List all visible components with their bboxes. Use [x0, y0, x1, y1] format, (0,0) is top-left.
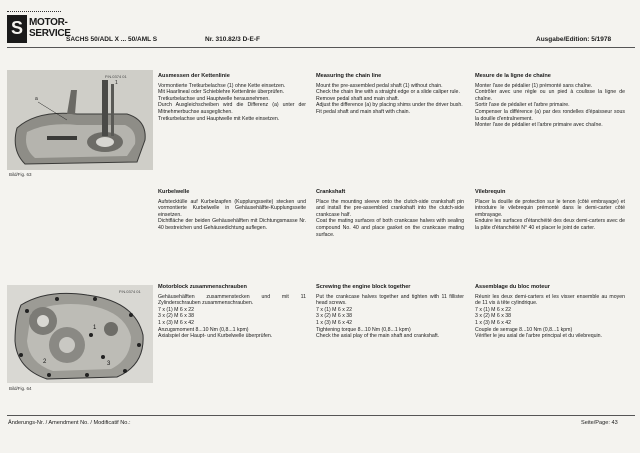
screw-spec: 1 x (3) M 6 x 42	[475, 319, 512, 326]
paragraph: Monter l'axe de pédalier et l'arbre primaire avec chaîne.	[475, 122, 603, 129]
paragraph: Contrôler avec une règle ou un pied à coulisse la ligne de chaîne.	[475, 89, 625, 102]
paragraph: Axialspiel der Haupt- und Kurbelwelle überprüfen.	[158, 333, 273, 340]
footer-amendment: Änderungs-Nr. / Amendment No. / Modificatif No.:	[8, 420, 131, 426]
screw-spec: 1 x (3) M 6 x 42	[316, 319, 353, 326]
section-title: Kurbelwelle	[158, 189, 190, 195]
section-title: Screwing the engine block together	[316, 284, 411, 290]
section-crankshaft-en	[316, 189, 464, 238]
section-chainline-en	[316, 73, 464, 116]
logo-text-service: SERVICE	[29, 28, 71, 39]
paragraph: Compenser la différence (a) par des rondelles d'épaisseur sous la douille d'entraînement.	[475, 108, 625, 122]
section-title: Mesure de la ligne de chaîne	[475, 73, 551, 79]
svg-text:3: 3	[107, 361, 111, 367]
paragraph: Adjust the difference (a) by placing shims under the driver bush.	[316, 102, 463, 109]
paragraph: Gehäusehälften zusammenstecken und mit 11 Zylinderschrauben zusammenschrauben.	[158, 293, 306, 307]
section-title: Measuring the chain line	[316, 73, 382, 79]
paragraph: Place the mounting sleeve onto the clutch-side crankshaft pin and install the pre-assembled crankshaft into the clutch-side crankcase half.	[316, 198, 464, 218]
paragraph: Mount the pre-assembled pedal shaft (1) without chain.	[316, 82, 443, 89]
screw-spec: 3 x (2) M 6 x 38	[316, 313, 353, 320]
engine-block-screws-illustration	[7, 285, 153, 383]
footer-page-number: Seite/Page: 43	[581, 420, 618, 426]
paragraph: Réunir les deux demi-carters et les visser ensemble au moyen de 11 vis à tête cylindrique.	[475, 293, 625, 307]
header-rule	[7, 47, 635, 48]
paragraph: Vérifier le jeu axial de l'arbre principal et du vilebrequin.	[475, 333, 603, 340]
paragraph: Aufstecktülle auf Kurbelzapfen (Kupplungsseite) stecken und vormontierte Kurbelwelle in Gehäusehälfte-Kupplungsseite einsetzen.	[158, 198, 306, 218]
paragraph: Tretkurbelachse und Hauptwelle herausnehmen.	[158, 95, 270, 102]
paragraph: Tretkurbelachse und Hauptwelle mit Kette einsetzen.	[158, 115, 280, 122]
paragraph: Tightening torque 8...10 Nm (0,8...1 kpm)	[316, 326, 411, 333]
svg-text:1: 1	[115, 80, 118, 86]
section-chainline-de	[158, 73, 306, 122]
section-crankshaft-de	[158, 189, 306, 232]
paragraph: Put the crankcase halves together and tighten with 11 fillister head screws.	[316, 293, 464, 307]
section-title: Crankshaft	[316, 189, 346, 195]
section-engine-block-en	[316, 284, 464, 340]
section-title: Motorblock zusammenschrauben	[158, 284, 247, 290]
section-title: Vilebrequin	[475, 189, 506, 195]
header-model: SACHS 50/ADL X ... 50/AML S	[66, 36, 158, 43]
paragraph: Mit Haarlineal oder Schieblehre Kettenlinie überprüfen.	[158, 89, 285, 96]
screw-spec: 1 x (3) M 6 x 42	[158, 319, 195, 326]
footer-rule	[7, 415, 635, 416]
svg-text:2: 2	[43, 359, 47, 365]
figure-64-photo	[7, 285, 153, 383]
section-engine-block-fr	[475, 284, 625, 340]
logo-dotted-rule	[7, 11, 61, 13]
figure-63-tool-number: P.N.0374 01	[105, 74, 127, 79]
logo-s-emblem: S	[7, 15, 27, 43]
screw-spec: 7 x (1) M 6 x 22	[158, 306, 195, 313]
paragraph: Fit pedal shaft and main shaft with chain.	[316, 108, 411, 115]
paragraph: Placer la douille de protection sur le tenon (côté embrayage) et introduire le vilebrequin prémonté dans le demi-carter côté embrayage.	[475, 198, 625, 218]
paragraph: Anzugsmoment 8...10 Nm (0,8...1 kpm)	[158, 326, 249, 333]
paragraph: Couple de serrage 8...10 Nm (0,8...1 kpm)	[475, 326, 573, 333]
sachs-motor-service-logo	[7, 11, 71, 49]
section-title: Assemblage du bloc moteur	[475, 284, 550, 290]
svg-text:1: 1	[93, 325, 97, 331]
header-edition: Ausgabe/Edition: 5/1978	[536, 36, 612, 43]
svg-text:a: a	[35, 96, 38, 102]
section-crankshaft-fr	[475, 189, 625, 232]
figure-64-tool-number: P.N.0374 01	[119, 289, 141, 294]
paragraph: Remove pedal shaft and main shaft.	[316, 95, 400, 102]
paragraph: Sortir l'axe de pédalier et l'arbre primaire.	[475, 102, 570, 109]
section-title: Ausmessen der Kettenlinie	[158, 73, 230, 79]
paragraph: Durch Ausgleichscheiben wird die Differenz (a) unter der Mitnehmerbuchse ausgeglichen.	[158, 102, 306, 115]
paragraph: Enduire les surfaces d'étanchéité des deux demi-carters avec de la pâte d'étanchéité N° 40 et placer le joint de carter.	[475, 218, 625, 231]
paragraph: Vormontierte Tretkurbelachse (1) ohne Kette einsetzen.	[158, 82, 286, 89]
paragraph: Coat the mating surfaces of both crankcase halves with sealing compound No. 40 and place gasket on the crankcase mating surface.	[316, 218, 464, 238]
paragraph: Monter l'axe de pédalier (1) prémonté sans chaîne.	[475, 82, 593, 89]
screw-spec: 7 x (1) M 6 x 22	[316, 306, 353, 313]
header-doc-number: Nr. 310.82/3 D-E-F	[205, 36, 260, 43]
figure-64-caption: Bild/Fig. 64	[9, 386, 32, 391]
screw-spec: 3 x (2) M 6 x 38	[158, 313, 195, 320]
paragraph: Check the axial play of the main shaft and crankshaft.	[316, 333, 440, 340]
screw-spec: 7 x (1) M 6 x 22	[475, 306, 512, 313]
logo-text-motor: MOTOR-	[29, 17, 68, 28]
paragraph: Check the chain line with a straight edge or a slide caliper rule.	[316, 89, 460, 96]
section-chainline-fr	[475, 73, 625, 129]
paragraph: Dichtfläche der beiden Gehäusehälften mit Dichtungsmasse Nr. 40 bestreichen und Gehäusedichtung auflegen.	[158, 218, 306, 231]
figure-63-caption: Bild/Fig. 63	[9, 172, 32, 177]
figure-63-photo	[7, 70, 153, 170]
crankcase-chainline-illustration	[7, 70, 153, 170]
screw-spec: 3 x (2) M 6 x 38	[475, 313, 512, 320]
section-engine-block-de	[158, 284, 306, 340]
